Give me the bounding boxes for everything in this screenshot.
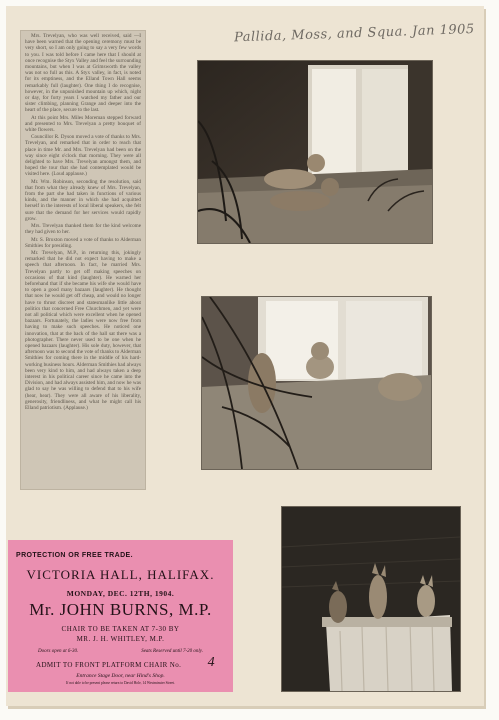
clipping-paragraph: Mrs. Trevelyan, who was well received, said —I have been warned that the opening ceremony must be very short, so I am only going to say a very few words to you. I was told before I came here that I should at once recognise the Styx Valley and feel the surrounding mountains, but when I was at Grimsworth the valley was not so full as this. A Styx valley, in fact, is noted for its emptiness, and the Elland Town Hall seems remarkably full (laughter). One thing I do recognise, however, in the unpunished mountain up which, night or day, for forty years I watched my father and our sister climbing, planning Grange and deeper into the heart of the place, secure to the last. xyxy=(25,33,141,114)
photo-kittens-on-ledge xyxy=(197,60,433,244)
handwritten-annotation: Pallida, Moss, and Squa. Jan 1905 xyxy=(233,21,475,46)
clipping-paragraph: Mr. Wm. Robinson, seconding the resolution, said that from what they already knew of Mrs. Trevelyan, from the part she had taken in functions of various kinds, and the manner in which she had acquitted herself in the interests of local liberal speakers, she felt sure that the demand for her services would rapidly grow. xyxy=(25,178,141,222)
clipping-paragraph: At this point Mrs. Miles Moreman stepped forward and presented to Mrs. Trevelyan a pretty bouquet of white flowers. xyxy=(25,114,141,134)
ticket-admit-label: ADMIT TO FRONT PLATFORM CHAIR No. xyxy=(36,661,182,669)
ticket-heading: PROTECTION OR FREE TRADE. xyxy=(16,552,133,559)
photo-kittens-on-chair xyxy=(281,506,461,692)
ticket-venue: VICTORIA HALL, HALIFAX. xyxy=(26,567,215,582)
clipping-paragraph: Councillor R. Dyson moved a vote of thanks to Mrs. Trevelyan, and remarked that in order to reach that place in time Mr. and Mrs. Trevelyan had been on the way since eight o'clock that morning. They were all delighted to have Mrs. Trevelyan amongst them, and hoped the tour that she had contemplated would be visited here. (Loud applause.) xyxy=(25,134,141,178)
clipping-paragraph: Mrs. Trevelyan thanked them for the kind welcome they had given to her. xyxy=(25,223,141,236)
ticket-entrance: Entrance Stage Door, near Hind's Shop. xyxy=(76,673,165,679)
ticket-chairman: MR. J. H. WHITLEY, M.P. xyxy=(76,635,165,643)
ticket-times xyxy=(38,649,203,654)
ticket-seats: Seats Reserved until 7-20 only. xyxy=(141,649,203,654)
photo-kittens-at-window xyxy=(201,296,432,470)
ticket-date: MONDAY, DEC. 12TH, 1904. xyxy=(66,589,175,598)
clipping-paragraph: Mr. S. Broxton moved a vote of thanks to Alderman Smithies for presiding. xyxy=(25,236,141,249)
ticket-chair-line: CHAIR TO BE TAKEN AT 7-30 BY xyxy=(61,625,180,633)
admission-ticket xyxy=(8,540,233,692)
ticket-fine-print: If not able to be present please return to David Hole, 14 Westminster Street. xyxy=(66,681,175,685)
ticket-doors: Doors open at 6-30. xyxy=(38,649,79,654)
clipping-paragraph: Mr. Trevelyan, M.P., in returning this, jokingly remarked that he did not expect having to make a speech that afternoon. In fact, he married Mrs. Trevelyan partly to get off making speeches on occasions of that kind (laughter). He warned her beforehand that if she became his wife she would have to open a good many bazaars (laughter). He thought that now he would get off cheap, and would no longer have to thrust discreet and statesmanlike little about politics that concerned Free Churchmen, and yet were not all political which were excellent when he opened bazaars. Fortunately, the ladies were now free from having to make such speeches. He noticed one innovation, that at the back of the hall sat there was a photographer. There never used to be one when he opened bazaars (laughter). His sole duty, however, that afternoon was to second the vote of thanks to Alderman Smithies for coming there in the middle of his hard-working business hours. Alderman Smithies had always been very kind to him, and had always taken a deep interest in his political career since he came into the Division, and had always assisted him, and now he was glad to say he was willing to defend that to his wife (hear, hear). They were all aware of his liberality, generosity, friendliness, and what he might call his Elland patriotism. (Applause.) xyxy=(25,249,141,411)
ticket-number: 4 xyxy=(207,655,215,670)
ticket-admit xyxy=(16,655,225,670)
newspaper-clipping xyxy=(20,30,146,490)
ticket-speaker: Mr. JOHN BURNS, M.P. xyxy=(29,600,212,619)
